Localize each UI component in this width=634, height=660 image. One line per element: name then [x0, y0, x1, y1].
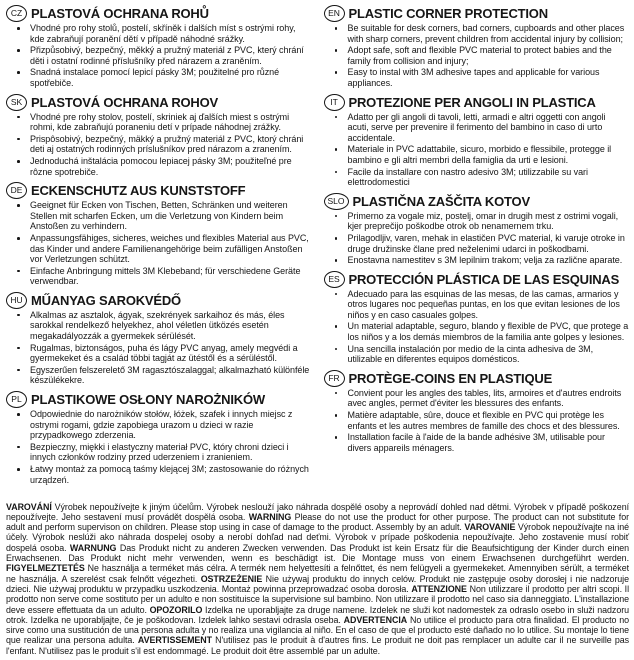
section-header: [324, 94, 630, 111]
warning-keyword: WARNUNG: [69, 542, 117, 553]
section-header: [6, 94, 312, 111]
bullet-list: [324, 23, 630, 89]
bullet-item: Una sencilla instalación por medio de la cinta adhesiva de 3M, utilizable en diferentes equipos domésticos.: [348, 344, 630, 365]
language-section-en: [324, 5, 630, 89]
language-badge: FR: [324, 370, 345, 387]
section-title: PROTÈGE-COINS EN PLASTIQUE: [348, 370, 553, 386]
warning-keyword: AVERTISSEMENT: [137, 635, 213, 646]
bullet-item: Alkalmas az asztalok, ágyak, szekrények sarkaihoz és más, éles sarokkal rendelkező helyekhez, ahol véletlen ütközés esetén megakadályozzák a gyermekek sérülését.: [30, 310, 312, 342]
column-left: [6, 5, 312, 496]
bullet-item: Einfache Anbringung mittels 3M Klebeband; für verschiedene Geräte verwendbar.: [30, 266, 312, 287]
language-badge: CZ: [6, 5, 27, 22]
section-title: PLASTOVÁ OCHRANA ROHŮ: [31, 6, 209, 21]
bullet-item: Un material adaptable, seguro, blando y flexible de PVC, que protege a los niños y a los demás miembros de la familia ante golpes y lesiones.: [347, 321, 629, 343]
bullet-list: [324, 112, 630, 188]
bullet-item: Prilagodljiv, varen, mehak in elastičen PVC material, ki varuje otroke in druge družinske člane pred neželenimi udarci in poškodbami.: [348, 233, 630, 254]
bullet-list: [324, 388, 630, 454]
language-badge: SK: [6, 94, 27, 111]
bullet-item: Adopt safe, soft and flexible PVC material to protect babies and the family from collision and injury;: [348, 45, 630, 66]
bullet-item: Egyszerűen felszerelető 3M ragasztószalaggal; alkalmazható különféle készülékekre.: [30, 365, 312, 386]
section-title: PLASTIČNA ZAŠČITA KOTOV: [352, 193, 530, 209]
bullet-item: Be suitable for desk corners, bad corners, cupboards and other places with sharp corners, prevent children from accidental injury by collision;: [348, 23, 630, 44]
bullet-list: [6, 310, 312, 386]
section-title: PROTECCIÓN PLÁSTICA DE LAS ESQUINAS: [348, 271, 620, 287]
bullet-item: Bezpieczny, miękki i elastyczny materiał PVC, który chroni dzieci i innych członków rodziny przed uderzeniem i zranieniem.: [30, 442, 312, 463]
bullet-item: Vhodné pre rohy stolov, postelí, skriniek aj ďalších miest s ostrými rohmi, kde zabraňujú poraneniu detí v prípade náhodnej zrážky.: [30, 112, 312, 133]
language-section-slo: [324, 193, 630, 266]
language-badge: PL: [6, 391, 27, 408]
bullet-item: Facile da installare con nastro adesivo 3M; utilizzabile su vari elettrodomestici: [348, 167, 630, 188]
warning-keyword: VAROVÁNÍ: [6, 501, 52, 512]
warning-paragraph: VAROVÁNÍ Výrobek nepoužívejte k jiným účelům. Výrobek neslouží jako náhrada dospělé osoby a neprovádí dohled nad dětmi. Výrobek v případě poškození nepoužívejte. Jeho sestavení musí provádět dospělá osoba. WARNING Please do not use the product for other purpose. The product can not substitute for adult and perform supervison on children. Please stop using in case of damage to the product. Assembly by an adult. VAROVANIE Výrobok nepoužívajte na iné účely. Výrobok neslúži ako náhrada dospelej osoby a nerobí dohľad nad deťmi. Výrobok v prípade poškodenia nepoužívajte. Jeho zostavenie musí robiť dospelá osoba. WARNUNG Das Produkt nicht zu anderen Zwecken verwenden. Das Produkt ist kein Ersatz für die Beaufsichtigung der Kinder durch einen Erwachsenen. Das Produkt nicht mehr verwenden, wenn es beschädigt ist. Die Montage muss von einem Erwachsenen durchgeführt werden. FIGYELMEZTETÉS Ne használja a terméket más célra. A termék nem helyettesíti a felnőttet, és nem felügyeli a gyermekeket. Amennyiben sérült, a terméket ne használja. A szerelést csak felnőtt végezheti. OSTRZEŻENIE Nie używaj produktu do innych celów. Produkt nie zastępuje osoby dorosłej i nie nadzoruje dzieci. Nie używaj produktu w przypadku uszkodzenia. Montaż powinna przeprowadzać osoba dorosła. ATTENZIONE Non utilizzare il prodotto per altri scopi. Il prodotto non serve come sostituto per un adulto e non sostituisce la supervisione sul bambino. Non utilizzare il prodotto nel caso sia danneggiato. L'installazione deve essere effettuata da un adulto. OPOZORILO Izdelka ne uporabljajte za druge namene. Izdelek ne služi kot nadomestek za odraslo osebo in služi nadzoru otrok. Izdelka ne uporabljajte, če je poškodovan. Izdelek lahko sestavi odrasla oseba. ADVERTENCIA No utilice el producto para otra finalidad. El producto no sirve como una sustitución de una persona adulta y no realiza una vigilancia al niño. En el caso de que el producto esté dañado no lo utilice. Su montaje lo tiene que realizar una persona adulta. AVERTISSEMENT N'utilisez pas le produit à d'autres fins. Le produit ne doit pas remplacer un adulte car il ne surveille pas l'enfant. N'utilisez pas le produit s'il est endommagé. Le produit doit être assemblé par un adulte.: [6, 501, 630, 656]
warning-keyword: WARNING: [248, 511, 292, 522]
section-header: [6, 391, 312, 408]
bullet-item: Materiale in PVC adattabile, sicuro, morbido e flessibile, protegge il bambino e gli altri membri della famiglia da urti e lesioni.: [348, 144, 630, 165]
bullet-item: Łatwy montaż za pomocą taśmy klejącej 3M; zastosowanie do różnych urządzeń.: [30, 464, 312, 485]
bullet-item: Primerno za vogale miz, postelj, omar in drugih mest z ostrimi vogali, kjer preprečijo poškodbe otrok ob nenamernem trku.: [348, 211, 630, 232]
language-section-fr: [324, 370, 630, 454]
bullet-item: Přizpůsobivý, bezpečný, měkký a pružný materiál z PVC, který chrání děti i ostatní rodinné příslušníky před nárazem a zraněním.: [30, 45, 312, 66]
language-section-cz: [6, 5, 312, 89]
bullet-list: [324, 289, 630, 365]
bullet-item: Vhodné pro rohy stolů, postelí, skříněk i dalších míst s ostrými rohy, kde zabraňují poranění dětí v případě náhodné srážky.: [30, 23, 312, 44]
warning-keyword: ADVERTENCIA: [343, 614, 408, 625]
warning-keyword: ATTENZIONE: [411, 583, 467, 594]
section-title: PROTEZIONE PER ANGOLI IN PLASTICA: [348, 94, 596, 110]
warning-keyword: VAROVANIE: [464, 522, 516, 533]
language-section-de: [6, 182, 312, 287]
section-header: [6, 292, 312, 309]
bullet-item: Installation facile à l'aide de la bande adhésive 3M, utilisable pour divers appareils ménagers.: [348, 432, 630, 453]
bullet-list: [324, 211, 630, 266]
column-right: [324, 5, 630, 496]
bullet-item: Convient pour les angles des tables, lits, armoires et d'autres endroits avec angles, permet d'éviter les blessures des enfants.: [348, 388, 630, 409]
language-section-hu: [6, 292, 312, 386]
bullet-item: Snadná instalace pomocí lepicí pásky 3M; použitelné pro různé spotřebiče.: [30, 67, 312, 88]
section-header: [6, 5, 312, 22]
language-section-sk: [6, 94, 312, 178]
section-header: [6, 182, 312, 199]
language-badge: IT: [324, 94, 345, 111]
bullet-item: Easy to instal with 3M adhesive tapes and applicable for various appliances.: [348, 67, 630, 88]
language-badge: HU: [6, 292, 27, 309]
bullet-item: Odpowiednie do narożników stołów, łóżek, szafek i innych miejsc z ostrymi rogami, gdzie zapobiega urazom u dzieci w razie przypadkowego zderzenia.: [30, 409, 312, 441]
bullet-item: Prispôsobivý, bezpečný, mäkký a pružný materiál z PVC, ktorý chráni deti aj ostatných rodinných príslušníkov pred nárazom a zranením.: [30, 134, 312, 155]
language-badge: SLO: [324, 193, 349, 210]
section-title: PLASTOVÁ OCHRANA ROHOV: [31, 94, 219, 110]
section-header: [324, 5, 630, 22]
section-header: [324, 271, 630, 288]
language-section-it: [324, 94, 630, 188]
bullet-item: Anpassungsfähiges, sicheres, weiches und flexibles Material aus PVC, das Kinder und andere Familienangehörige beim zufälligen Anstoßen vor Verletzungen schützt.: [30, 233, 312, 265]
bullet-list: [6, 23, 312, 89]
section-header: [324, 370, 630, 387]
warning-keyword: OSTRZEŻENIE: [200, 573, 263, 584]
bullet-item: Adatto per gli angoli di tavoli, letti, armadi e altri oggetti con angoli acuti, serve per prevenire il ferimento del bambino in caso di urto accidentale.: [348, 112, 630, 144]
section-title: PLASTIKOWE OSŁONY NAROŻNIKÓW: [31, 392, 265, 408]
section-title: ECKENSCHUTZ AUS KUNSTSTOFF: [31, 183, 246, 199]
bullet-item: Rugalmas, biztonságos, puha és lágy PVC anyag, amely megvédi a gyermekeket és a család többi tagját az ütéstől és a sérüléstől.: [30, 343, 312, 364]
warning-keyword: FIGYELMEZTETÉS: [6, 563, 85, 574]
section-title: MŰANYAG SAROKVÉDŐ: [31, 292, 181, 308]
bullet-list: [6, 409, 312, 485]
bullet-list: [6, 112, 312, 178]
bullet-item: Matière adaptable, sûre, douce et flexible en PVC qui protège les enfants et les autres membres de famille des chocs et des blessures.: [348, 410, 630, 431]
section-header: [324, 193, 630, 210]
language-sections: [6, 5, 629, 496]
language-badge: ES: [324, 271, 345, 288]
bullet-item: Adecuado para las esquinas de las mesas, de las camas, armarios y otros lugares noc pequeñas puntas, en los que evitan lesiones de los niños y en caso casuales golpes.: [348, 289, 630, 321]
language-section-es: [324, 271, 630, 365]
language-section-pl: [6, 391, 312, 485]
bullet-item: Enostavna namestitev s 3M lepilnim trakom; velja za različne aparate.: [348, 255, 630, 266]
language-badge: DE: [6, 182, 27, 199]
section-title: PLASTIC CORNER PROTECTION: [348, 6, 548, 21]
language-badge: EN: [324, 5, 345, 22]
warning-keyword: OPOZORILO: [149, 604, 203, 615]
bullet-item: Geeignet für Ecken von Tischen, Betten, Schränken und weiteren Stellen mit scharfen Ecken, um die Verletzung von Kindern beim Anstoßen zu verhindern.: [30, 200, 312, 232]
bullet-item: Jednoduchá inštalácia pomocou lepiacej pásky 3M; použiteľné pre rôzne spotrebiče.: [30, 156, 312, 177]
bullet-list: [6, 200, 312, 287]
